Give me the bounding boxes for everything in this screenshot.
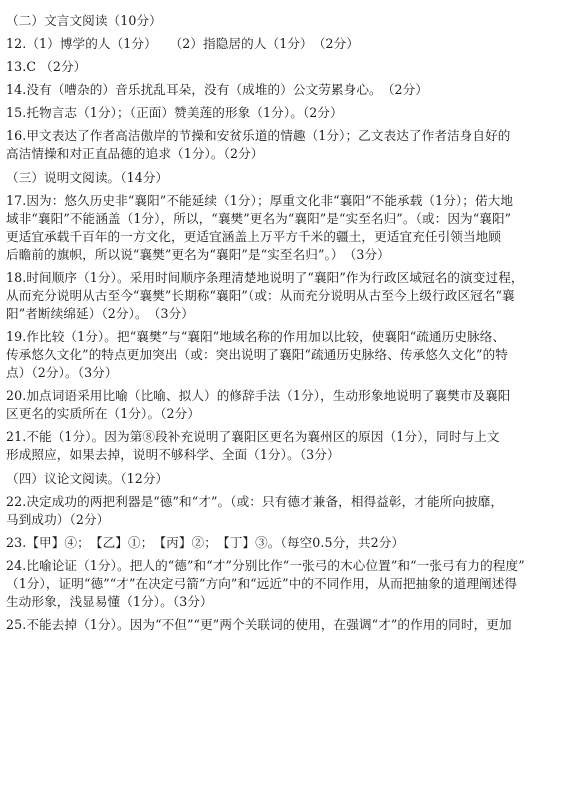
answer-continuation-line: 点）（2分）。（3分） [6,365,118,380]
section-heading: （三）说明文阅读。（14分） [6,170,169,185]
answer-item-line: 22.决定成功的两把利器是“德”和“才”。（或：只有德才兼备，相得益彰，才能所向披靡， [6,494,504,509]
answer-continuation-line: 后瞻前的旗帜，所以说“襄樊”更名为“襄阳”是“实至名归”。） （3分） [6,247,390,262]
answer-continuation-line: 阳”者断续绵延）（2分）。 （3分） [6,306,194,321]
answer-continuation-line: 生动形象，浅显易懂（1分）。（3分） [6,594,213,609]
answer-item-line: 25.不能去掉（1分）。因为“不但”“更”两个关联词的使用，在强调“才”的作用的同时，更加 [6,617,512,632]
answer-continuation-line: （1分），证明“德”“才”在决定弓箭“方向”和“远近”中的不同作用，从而把抽象的道理阐述得 [6,576,518,591]
answer-item-line: 13.C （2分） [6,59,87,74]
answer-item-line: 17.因为：悠久历史非“襄阳”不能延续（1分）；厚重文化非“襄阳”不能承载（1分）；偌大地 [6,193,514,208]
answer-item-line: 18.时间顺序（1分）。采用时间顺序条理清楚地说明了“襄阳”作为行政区域冠名的演变过程， [6,270,524,285]
answer-item-line: 21.不能（1分）。因为第⑧段补充说明了襄阳区更名为襄州区的原因（1分），同时与上文 [6,429,500,444]
answer-item-line: 23.【甲】④； 【乙】①； 【丙】②； 【丁】③。（每空0.5分，共2分） [6,535,405,550]
answer-item-line: 19.作比较（1分）。把“襄樊”与“襄阳”地域名称的作用加以比较，使襄阳“疏通历史脉络、 [6,329,506,344]
answer-continuation-line: 区更名的实质所在（1分）。（2分） [6,406,201,421]
answer-continuation-line: 从而充分说明从古至今“襄樊”长期称“襄阳”（或：从而充分说明从古至今上级行政区冠名“襄 [6,288,515,303]
answer-item-line: 15.托物言志（1分）；（正面）赞美莲的形象（1分）。（2分） [6,105,343,120]
answer-item-line: 16.甲文表达了作者高洁傲岸的节操和安贫乐道的情趣（1分）；乙文表达了作者洁身自好的 [6,128,511,143]
answer-continuation-line: 更适宜承载千百年的一方文化，更适宜涵盖上万平方千米的疆土，更适宜充任引领当地顾 [6,229,502,244]
answer-item-line: 24.比喻论证（1分）。把人的“德”和“才”分别比作“一张弓的木心位置”和“一张弓有力的程度” [6,558,525,573]
answer-continuation-line: 形成照应，如果去掉，说明不够科学、全面（1分）。（3分） [6,447,340,462]
answer-item-line: 12.（1）博学的人（1分） （2）指隐居的人（1分） （2分） [6,36,360,51]
section-heading: （二）文言文阅读（10分） [6,13,162,28]
answer-continuation-line: 传承悠久文化”的特点更加突出（或：突出说明了襄阳“疏通历史脉络、传承悠久文化”的特 [6,347,508,362]
answer-item-line: 20.加点词语采用比喻（比喻、拟人）的修辞手法（1分），生动形象地说明了襄樊市及襄阳 [6,388,511,403]
answer-continuation-line: 马到成功）（2分） [6,512,110,527]
answer-continuation-line: 域非“襄阳”不能涵盖（1分），所以，“襄樊”更名为“襄阳”是“实至名归”。（或：因为“襄阳” [6,211,512,226]
answer-item-line: 14.没有（嘈杂的）音乐扰乱耳朵，没有（成堆的）公文劳累身心。 （2分） [6,82,429,97]
section-heading: （四）议论文阅读。（12分） [6,471,169,486]
answer-continuation-line: 高洁情操和对正直品德的追求（1分）。（2分） [6,146,264,161]
